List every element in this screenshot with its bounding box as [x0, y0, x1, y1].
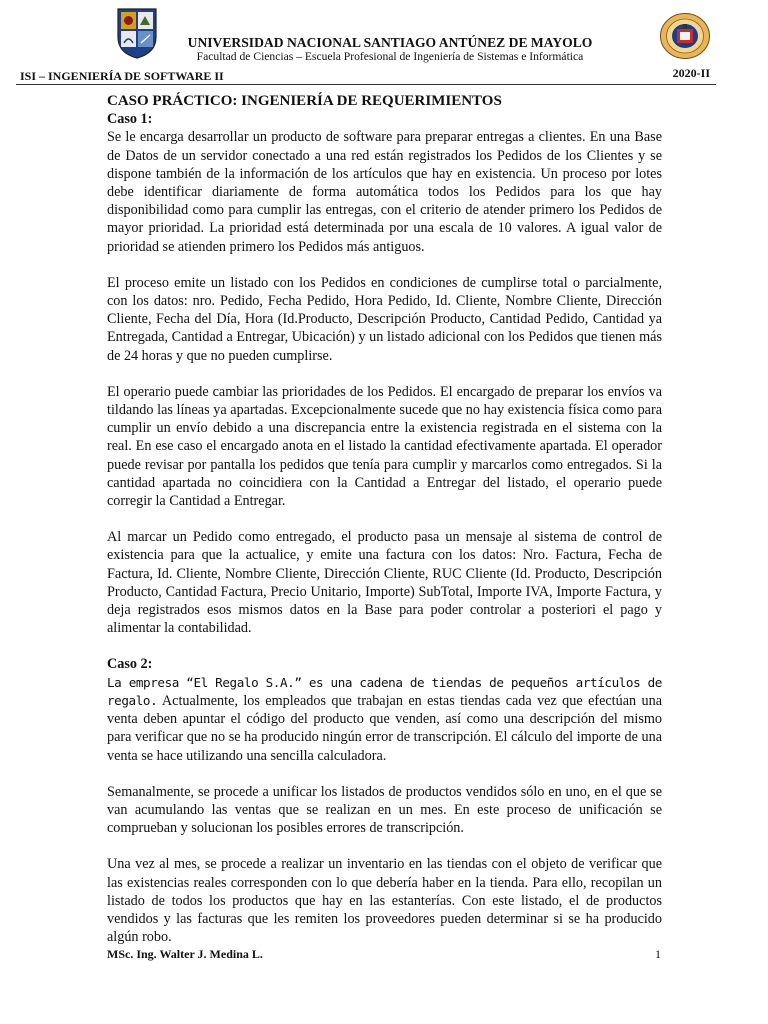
- case2-paragraph: Semanalmente, se procede a unificar los listados de productos vendidos sólo en uno, en el que se van acumulando las ventas que se realizan en un mes. En este proceso de unificación se comprueban y solucionan los posibles errores de transcripción.: [107, 783, 662, 837]
- semester: 2020-II: [672, 66, 710, 80]
- faculty-name: Facultad de Ciencias – Escuela Profesional de Ingeniería de Sistemas e Informática: [196, 50, 584, 63]
- document-body: [107, 92, 662, 946]
- case2-heading: Caso 2:: [107, 656, 153, 673]
- case2-intro-text: Actualmente, los empleados que trabajan en estas tiendas cada vez que efectúan una venta deben apuntar el código del producto que venden, así como una descripción del mismo para verificar que no se ha producido ningún error de transcripción. El cálculo del importe de una venta se hace utilizando una sencilla calculadora.: [107, 692, 662, 764]
- header-divider: [16, 84, 716, 85]
- case2-intro-mono-text: La empresa “El Regalo S.A.” es una cadena de tiendas de pequeños artículos de regalo.: [107, 674, 662, 708]
- document-title: CASO PRÁCTICO: INGENIERÍA DE REQUERIMIENTOS: [107, 93, 502, 109]
- case1-paragraph: Se le encarga desarrollar un producto de software para preparar entregas a clientes. En una Base de Datos de un servidor conectado a una red están registrados los Pedidos de los Clientes y se dispone también de la información de los artículos que hay en existencia. Un proceso por lotes debe identificar diariamente de forma automática todos los Pedidos para los que hay disponibilidad como para cumplir las entregas, con el criterio de atender primero los Pedidos de mayor prioridad. La prioridad está determinada por una escala de 10 valores. A igual valor de prioridad se atienden primero los Pedidos más antiguos.: [107, 129, 662, 255]
- case1-paragraph: El operario puede cambiar las prioridades de los Pedidos. El encargado de preparar los envíos va tildando las líneas ya apartadas. Excepcionalmente sucede que no hay existencia física como para cumplir un envío debido a una discrepancia entre la existencia registrada en el sistema con la real. En ese caso el encargado anota en el listado la cantidad efectivamente apartada. El operador puede revisar por pantalla los pedidos que tenía para cumplir y marcarlos como entregados. Si la cantidad apartada no coincidiera con la Cantidad a Entregar del listado, el operario puede corregir la Cantidad a Entregar.: [107, 383, 662, 510]
- course-name: ISI – INGENIERÍA DE SOFTWARE II: [20, 69, 224, 83]
- case1-paragraph: Al marcar un Pedido como entregado, el producto pasa un mensaje al sistema de control de existencia para que la actualice, y emite una factura con los datos: Nro. Factura, Fecha de Factura, Id. Cliente, Nombre Cliente, Dirección Cliente, RUC Cliente (Id. Producto, Descripción Producto, Cantidad Factura, Precio Unitario, Importe) SubTotal, Importe IVA, Importe Factura, y deja registrados esos mismos datos en la Base para poder controlar a posteriori el pago y alimentar la contabilidad.: [107, 529, 662, 637]
- footer-author: MSc. Ing. Walter J. Medina L.: [107, 947, 263, 961]
- case1-heading: Caso 1:: [107, 111, 153, 128]
- faculty-seal-logo: [659, 12, 711, 60]
- page-number: 1: [655, 947, 661, 961]
- university-name: UNIVERSIDAD NACIONAL SANTIAGO ANTÚNEZ DE MAYOLO: [187, 35, 593, 50]
- case2-intro-paragraph: [107, 674, 662, 765]
- case2-paragraph: Una vez al mes, se procede a realizar un inventario en las tiendas con el objeto de verificar que las existencias reales corresponden con lo que debería haber en la tienda. Para ello, recopilan un listado de todos los productos que hay en las estanterías. Con este listado, el de productos vendidos y las facturas que les remiten los proveedores pueden determinar si se ha producido algún robo.: [107, 856, 662, 946]
- case1-paragraph: El proceso emite un listado con los Pedidos en condiciones de cumplirse total o parcialmente, con los datos: nro. Pedido, Fecha Pedido, Hora Pedido, Id. Cliente, Nombre Cliente, Dirección Cliente, Fecha del Día, Hora (Id.Producto, Descripción Producto, Cantidad Pedido, Cantidad ya Entregada, Cantidad a Entregar, Ubicación) y un listado adicional con los Pedidos que tienen más de 24 horas y que no pueden cumplirse.: [107, 274, 662, 364]
